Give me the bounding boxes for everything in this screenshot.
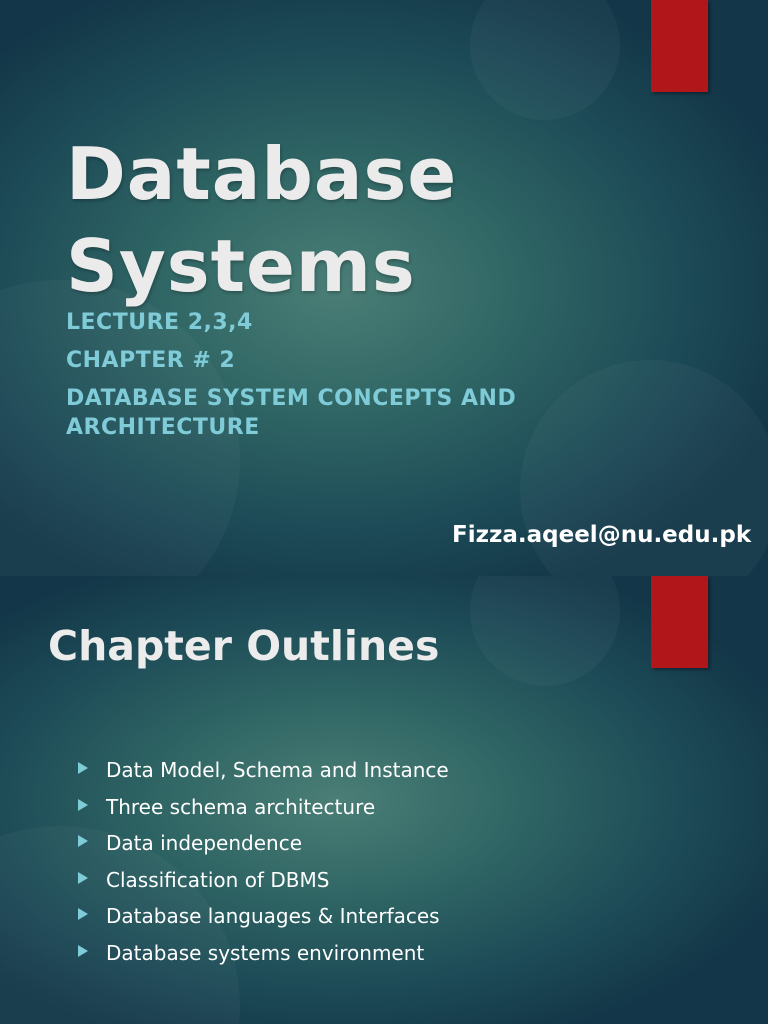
author-email: Fizza.aqeel@nu.edu.pk [452,522,752,548]
list-item-text: Three schema architecture [106,794,376,819]
background-bubble [470,576,620,686]
lecture-label: LECTURE 2,3,4 [66,310,253,335]
triangle-bullet-icon [78,762,88,774]
list-item [78,789,449,826]
list-item-text: Database systems environment [106,940,425,965]
list-item-text: Data independence [106,831,302,856]
list-item [78,862,449,899]
triangle-bullet-icon [78,799,88,811]
slide-subtitle [66,308,586,442]
triangle-bullet-icon [78,872,88,884]
accent-bar [651,576,708,668]
accent-bar [651,0,708,92]
slide-title-line-1: Database [66,132,458,216]
triangle-bullet-icon [78,908,88,920]
list-item-text: Database languages & Interfaces [106,904,440,929]
list-item-text: Data Model, Schema and Instance [106,758,449,783]
triangle-bullet-icon [78,835,88,847]
triangle-bullet-icon [78,945,88,957]
list-item-text: Classification of DBMS [106,867,330,892]
chapter-topic: DATABASE SYSTEM CONCEPTS AND ARCHITECTURE [66,386,517,440]
list-item [78,752,449,789]
outline-slide [0,576,768,1024]
list-item [78,898,449,935]
background-bubble [470,0,620,120]
slide-title [66,128,457,312]
slide-title-line-2: Systems [66,224,416,308]
list-item [78,935,449,972]
outline-list [78,752,449,971]
chapter-label: CHAPTER # 2 [66,348,236,373]
list-item [78,825,449,862]
outline-title: Chapter Outlines [48,622,440,670]
